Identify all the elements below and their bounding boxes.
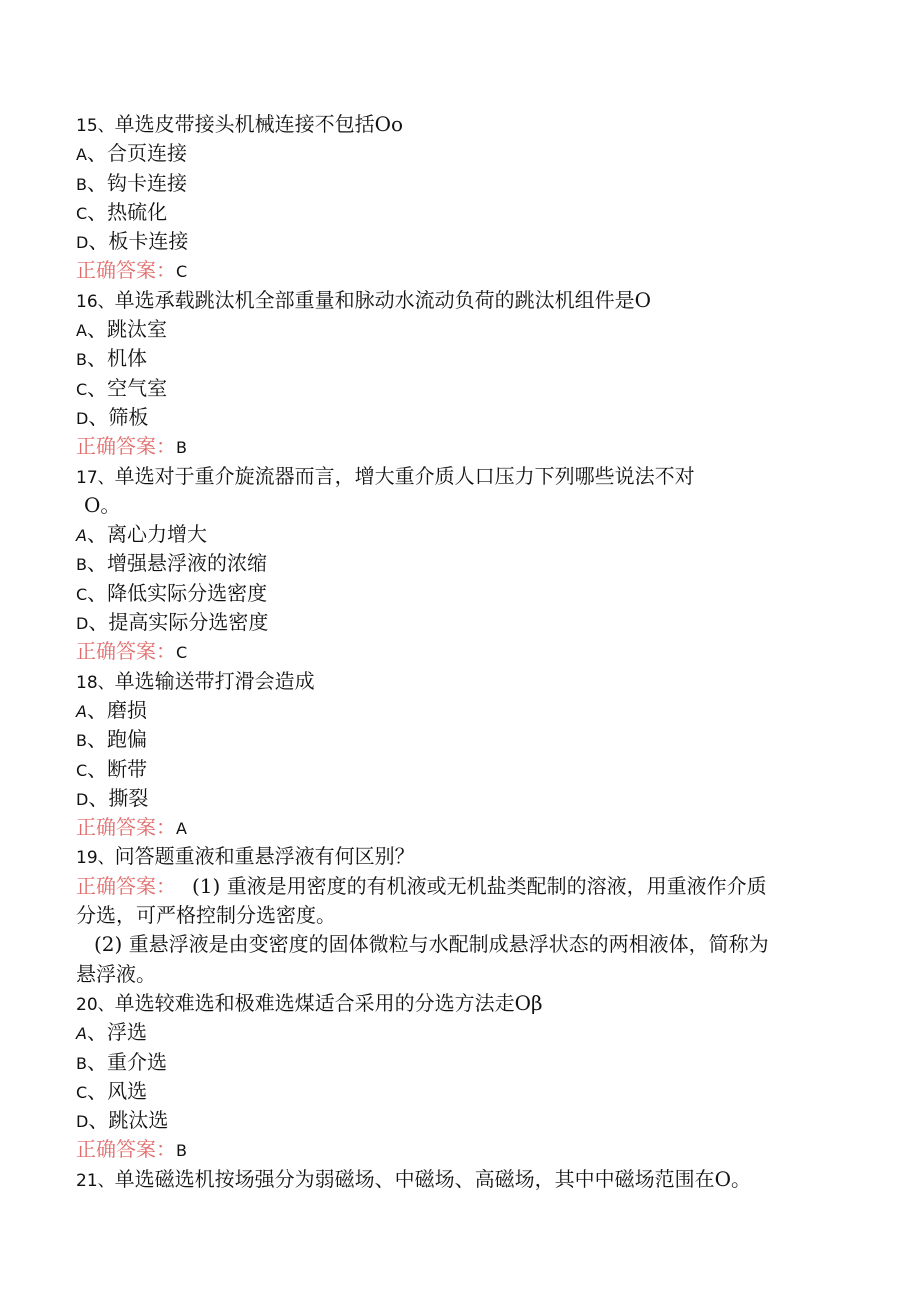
answer [76, 432, 836, 461]
answer-label: 正确答案： [76, 639, 176, 664]
question-stem: 单选承载跳汰机全部重量和脉动水流动负荷的跳汰机组件是O [114, 287, 652, 312]
option-b: B、重介选 [76, 1049, 167, 1074]
option-c: C、风选 [76, 1078, 148, 1103]
question-number: 16、 [76, 291, 115, 312]
option-b: B、机体 [76, 346, 147, 371]
question-stem: 单选对于重介旋流器而言，增大重介质人口压力下列哪些说法不对 [114, 463, 695, 488]
document-body [76, 110, 836, 1194]
answer [76, 256, 836, 285]
option-d: D、跳汰选 [76, 1108, 169, 1133]
option-a: A、合页连接 [76, 141, 187, 166]
question-17 [76, 462, 836, 491]
answer-text-line: 悬浮液。 [76, 961, 156, 986]
question-15 [76, 110, 836, 139]
answer-label: 正确答案： [76, 258, 176, 283]
answer-text: (1) 重液是用密度的有机液或无机盐类配制的溶液，用重液作介质 [192, 873, 767, 898]
option-d: D、板卡连接 [76, 229, 189, 254]
question-19 [76, 842, 836, 871]
option-d: D、撕裂 [76, 785, 149, 810]
answer [76, 1135, 836, 1164]
option-a: A、磨损 [76, 697, 147, 722]
question-number: 21、 [76, 1170, 115, 1191]
question-16 [76, 286, 836, 315]
option-b: B、钩卡连接 [76, 170, 187, 195]
option-b: B、增强悬浮液的浓缩 [76, 551, 267, 576]
answer-value: C [176, 262, 188, 282]
answer-text-line: 分选，可严格控制分选密度。 [76, 903, 336, 928]
option-a: A、离心力增大 [76, 522, 207, 547]
answer-label: 正确答案： [76, 434, 176, 459]
answer-label: 正确答案： [76, 815, 176, 840]
question-stem-continuation: O。 [84, 492, 121, 517]
answer [76, 637, 836, 666]
answer-paragraph-1 [76, 872, 836, 901]
option-a: A、跳汰室 [76, 317, 167, 342]
question-18 [76, 667, 836, 696]
answer-value: C [176, 643, 188, 663]
question-stem: 单选磁选机按场强分为弱磁场、中磁场、高磁场，其中中磁场范围在O。 [114, 1166, 752, 1191]
question-number: 18、 [76, 672, 115, 693]
option-d: D、筛板 [76, 404, 149, 429]
question-stem: 单选皮带接头机械连接不包括Oo [114, 112, 404, 136]
answer-label: 正确答案： [76, 1137, 176, 1162]
option-d: D、提高实际分选密度 [76, 610, 269, 635]
question-number: 17、 [76, 467, 115, 488]
question-20 [76, 989, 836, 1018]
question-21 [76, 1165, 836, 1194]
question-stem: 单选较难选和极难选煤适合采用的分选方法走Oβ [114, 990, 543, 1015]
question-number: 19、 [76, 848, 115, 869]
answer-value: A [176, 819, 187, 839]
option-c: C、热硫化 [76, 199, 168, 224]
question-number: 20、 [76, 994, 115, 1015]
question-number: 15、 [76, 116, 115, 136]
option-a: A、浮选 [76, 1020, 147, 1045]
option-b: B、跑偏 [76, 727, 147, 752]
option-c: C、空气室 [76, 375, 168, 400]
answer-value: B [176, 438, 187, 458]
question-stem: 单选输送带打滑会造成 [114, 668, 315, 693]
answer-paragraph-2: (2) 重悬浮液是由变密度的固体微粒与水配制成悬浮状态的两相液体，简称为 [94, 932, 769, 957]
answer-value: B [176, 1141, 187, 1161]
answer [76, 813, 836, 842]
question-stem: 问答题重液和重悬浮液有何区别？ [114, 844, 415, 869]
option-c: C、降低实际分选密度 [76, 580, 268, 605]
answer-label: 正确答案： [76, 873, 176, 898]
option-c: C、断带 [76, 756, 148, 781]
